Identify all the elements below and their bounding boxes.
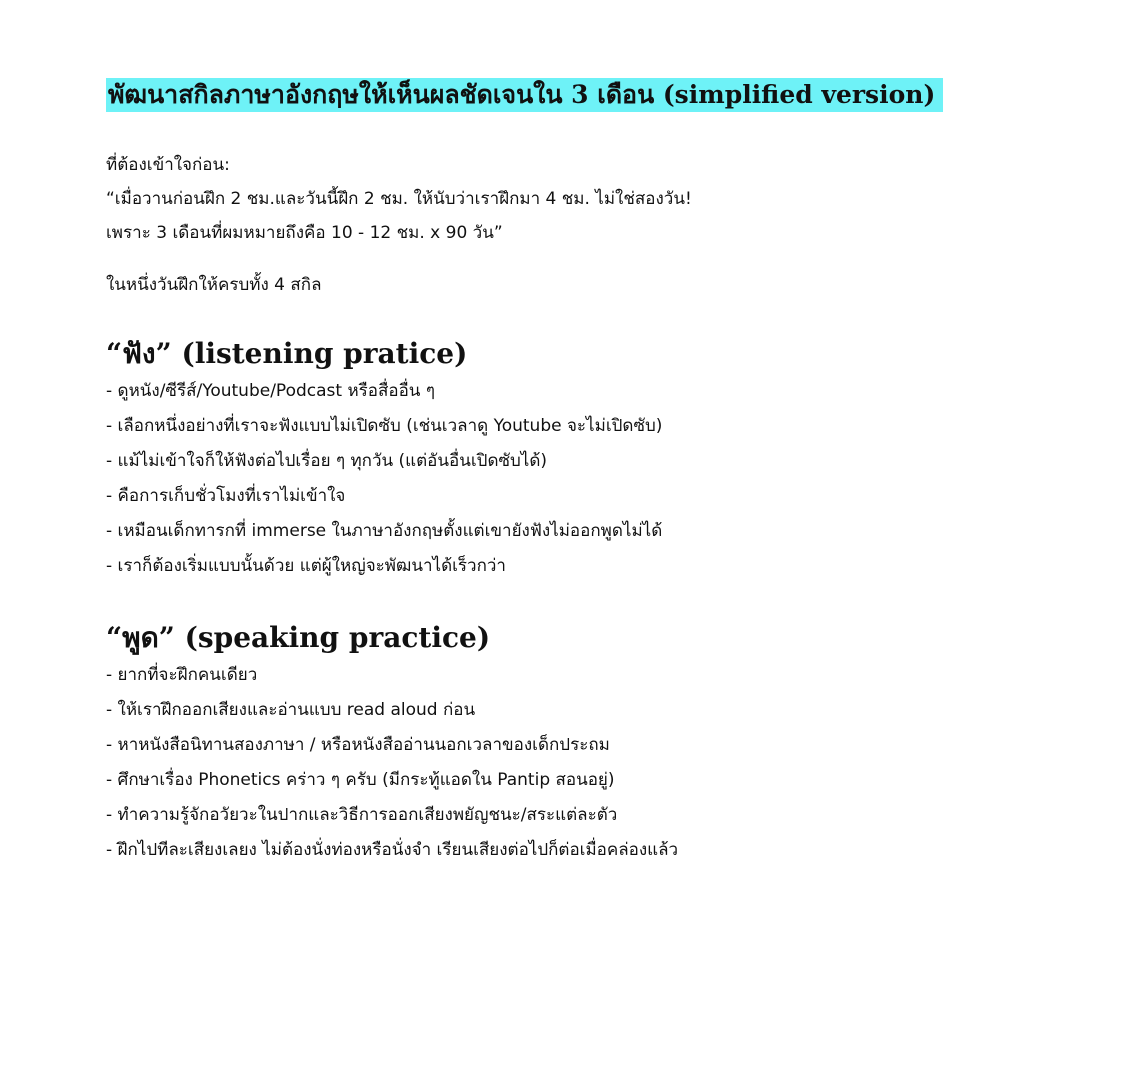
intro-line: “เมื่อวานก่อนฝึก 2 ชม.และวันนี้ฝึก 2 ชม. ให้นับว่าเราฝึกมา 4 ชม. ไม่ใช่สองวัน!: [106, 189, 692, 209]
list-item: - ทำความรู้จักอวัยวะในปากและวิธีการออกเสียงพยัญชนะ/สระแต่ละตัว: [106, 805, 618, 825]
document-page: [106, 78, 1106, 868]
list-item: - เหมือนเด็กทารกที่ immerse ในภาษาอังกฤษตั้งแต่เขายังฟังไม่ออกพูดไม่ได้: [106, 521, 663, 541]
list-item: - หาหนังสือนิทานสองภาษา / หรือหนังสืออ่านนอกเวลาของเด็กประถม: [106, 735, 610, 755]
intro-line: เพราะ 3 เดือนที่ผมหมายถึงคือ 10 - 12 ชม. x 90 วัน”: [106, 223, 503, 243]
list-item: - ศึกษาเรื่อง Phonetics คร่าว ๆ ครับ (มีกระทู้แอดใน Pantip สอนอยู่): [106, 770, 615, 790]
intro-block: [106, 148, 1106, 302]
section-speaking: [106, 620, 1106, 868]
section-heading: “พูด” (speaking practice): [106, 621, 491, 654]
list-item: - เลือกหนึ่งอย่างที่เราจะฟังแบบไม่เปิดซับ (เช่นเวลาดู Youtube จะไม่เปิดซับ): [106, 416, 663, 436]
speaking-list: [106, 658, 1106, 868]
list-item: - คือการเก็บชั่วโมงที่เราไม่เข้าใจ: [106, 486, 346, 506]
list-item: - ดูหนัง/ซีรีส์/Youtube/Podcast หรือสื่ออื่น ๆ: [106, 381, 435, 401]
spacer: [106, 250, 1106, 268]
list-item: - ฝึกไปทีละเสียงเลยง ไม่ต้องนั่งท่องหรือนั่งจำ เรียนเสียงต่อไปก็ต่อเมื่อคล่องแล้ว: [106, 840, 679, 860]
listening-list: [106, 374, 1106, 584]
list-item: - ยากที่จะฝึกคนเดียว: [106, 665, 258, 685]
section-heading: “ฟัง” (listening pratice): [106, 337, 468, 370]
daily-note: ในหนึ่งวันฝึกให้ครบทั้ง 4 สกิล: [106, 275, 322, 295]
section-listening: [106, 336, 1106, 584]
list-item: - แม้ไม่เข้าใจก็ให้ฟังต่อไปเรื่อย ๆ ทุกวัน (แต่อันอื่นเปิดซับได้): [106, 451, 548, 471]
list-item: - เราก็ต้องเริ่มแบบนั้นด้วย แต่ผู้ใหญ่จะพัฒนาได้เร็วกว่า: [106, 556, 506, 576]
document-title: พัฒนาสกิลภาษาอังกฤษให้เห็นผลชัดเจนใน 3 เดือน (simplified version): [106, 78, 943, 112]
intro-line: ที่ต้องเข้าใจก่อน:: [106, 155, 230, 175]
list-item: - ให้เราฝึกออกเสียงและอ่านแบบ read aloud ก่อน: [106, 700, 476, 720]
